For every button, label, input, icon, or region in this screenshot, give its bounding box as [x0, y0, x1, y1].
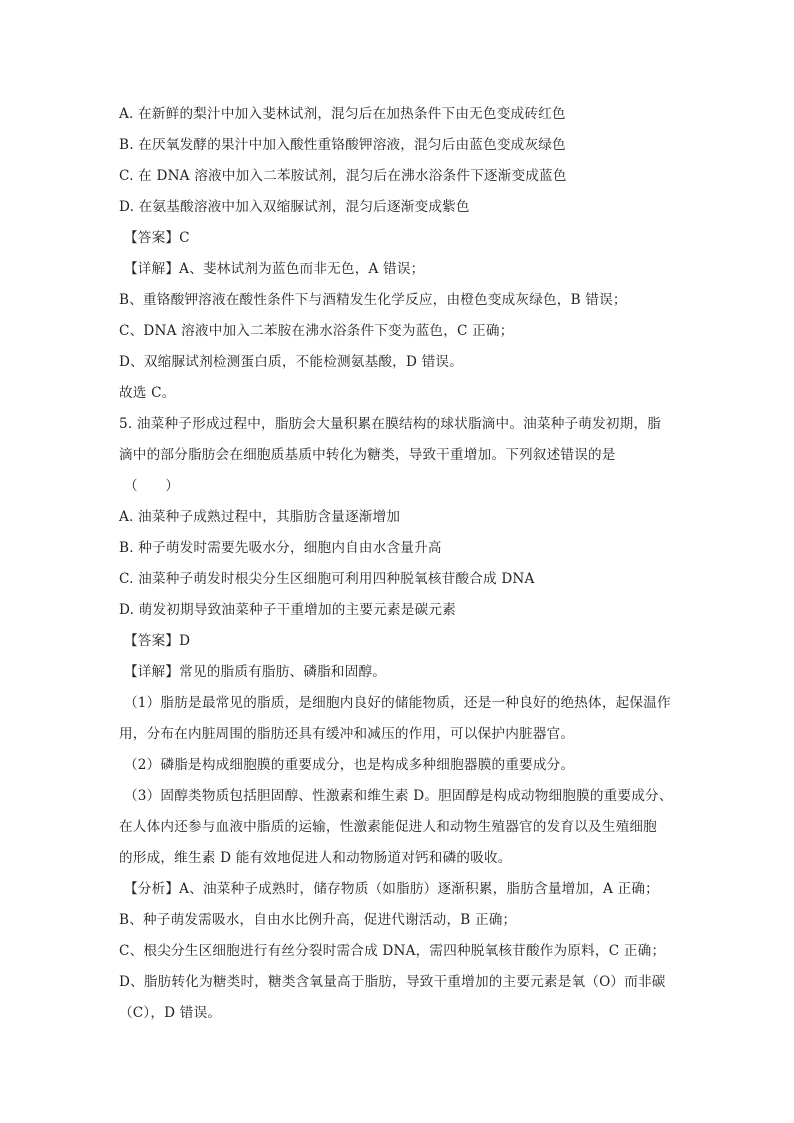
q5-analysis-line: （C），D 错误。	[119, 1005, 222, 1021]
q5-analysis-line: 【分析】A、油菜种子成熟时，储存物质（如脂肪）逐渐积累，脂肪含量增加，A 正确；	[124, 881, 659, 897]
q4-option-a: A. 在新鲜的梨汁中加入斐林试剂，混匀后在加热条件下由无色变成砖红色	[119, 106, 566, 122]
q4-explain-line: C、DNA 溶液中加入二苯胺在沸水浴条件下变为蓝色，C 正确；	[119, 323, 514, 339]
q4-option-b: B. 在厌氧发酵的果汁中加入酸性重铬酸钾溶液，混匀后由蓝色变成灰绿色	[119, 137, 566, 153]
q5-explain-line: 在人体内还参与血液中脂质的运输，性激素能促进人和动物生殖器官的发育以及生殖细胞	[119, 819, 657, 835]
q4-explain-line: B、重铬酸钾溶液在酸性条件下与酒精发生化学反应，由橙色变成灰绿色，B 错误；	[119, 292, 627, 308]
q5-explain-line: （2）磷脂是构成细胞膜的重要成分，也是构成多种细胞器膜的重要成分。	[124, 757, 575, 773]
q5-option-a: A. 油菜种子成熟过程中，其脂肪含量逐渐增加	[119, 509, 401, 525]
q4-answer: 【答案】C	[124, 230, 190, 246]
q5-explain-line: （1）脂肪是最常见的脂质，是细胞内良好的储能物质，还是一种良好的绝热体，起保温作	[124, 695, 671, 711]
q4-explain-line: 【详解】A、斐林试剂为蓝色而非无色，A 错误；	[124, 261, 425, 277]
q4-conclusion: 故选 C。	[119, 385, 176, 401]
q5-stem-line: 滴中的部分脂肪会在细胞质基质中转化为糖类，导致干重增加。下列叙述错误的是	[119, 447, 616, 463]
q5-answer: 【答案】D	[124, 633, 191, 649]
q5-analysis-line: C、根尖分生区细胞进行有丝分裂时需合成 DNA，需四种脱氧核苷酸作为原料，C 正确；	[119, 943, 666, 959]
q5-analysis-line: D、脂肪转化为糖类时，糖类含氧量高于脂肪，导致干重增加的主要元素是氧（O）而非碳	[119, 974, 666, 990]
q5-option-c: C. 油菜种子萌发时根尖分生区细胞可利用四种脱氧核苷酸合成 DNA	[119, 571, 535, 587]
q4-explain-line: D、双缩脲试剂检测蛋白质，不能检测氨基酸，D 错误。	[119, 354, 463, 370]
q4-option-d: D. 在氨基酸溶液中加入双缩脲试剂，混匀后逐渐变成紫色	[119, 199, 470, 215]
q5-analysis-line: B、种子萌发需吸水，自由水比例升高，促进代谢活动，B 正确；	[119, 912, 517, 928]
q5-explain-line: 【详解】常见的脂质有脂肪、磷脂和固醇。	[124, 664, 387, 680]
q5-stem-blank: （ ）	[124, 478, 180, 494]
q5-stem-line: 5. 油菜种子形成过程中，脂肪会大量积累在膜结构的球状脂滴中。油菜种子萌发初期，脂	[119, 416, 662, 432]
q5-option-d: D. 萌发初期导致油菜种子干重增加的主要元素是碳元素	[119, 602, 456, 618]
q5-explain-line: 的形成，维生素 D 能有效地促进人和动物肠道对钙和磷的吸收。	[119, 850, 512, 866]
q4-option-c: C. 在 DNA 溶液中加入二苯胺试剂，混匀后在沸水浴条件下逐渐变成蓝色	[119, 168, 567, 184]
q5-explain-line: （3）固醇类物质包括胆固醇、性激素和维生素 D。胆固醇是构成动物细胞膜的重要成分、	[124, 788, 673, 804]
q5-explain-line: 用，分布在内脏周围的脂肪还具有缓冲和减压的作用，可以保护内脏器官。	[119, 726, 575, 742]
q5-option-b: B. 种子萌发时需要先吸水分，细胞内自由水含量升高	[119, 540, 442, 556]
